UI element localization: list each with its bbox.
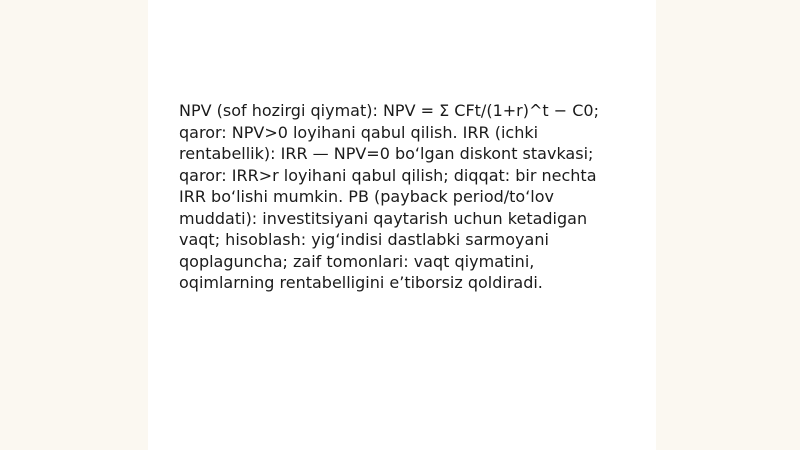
- body-paragraph: NPV (sof hozirgi qiymat): NPV = Σ CFt/(1+r)^t − C0; qaror: NPV>0 loyihani qabul qilish. IRR (ichki rentabellik): IRR — NPV=0 bo‘lgan diskont stavkasi; qaror: IRR>r loyihani qabul qilish; diqqat: bir nechta IRR bo‘lishi mumkin. PB (payback period/to‘lov muddati): investitsiyani qaytarish uchun ketadigan vaqt; hisoblash: yig‘indisi dastlabki sarmoyani qoplaguncha; zaif tomonlari: vaqt qiymatini, oqimlarning rentabelligini e’tiborsiz qoldiradi.: [179, 101, 599, 292]
- document-page: [148, 0, 656, 450]
